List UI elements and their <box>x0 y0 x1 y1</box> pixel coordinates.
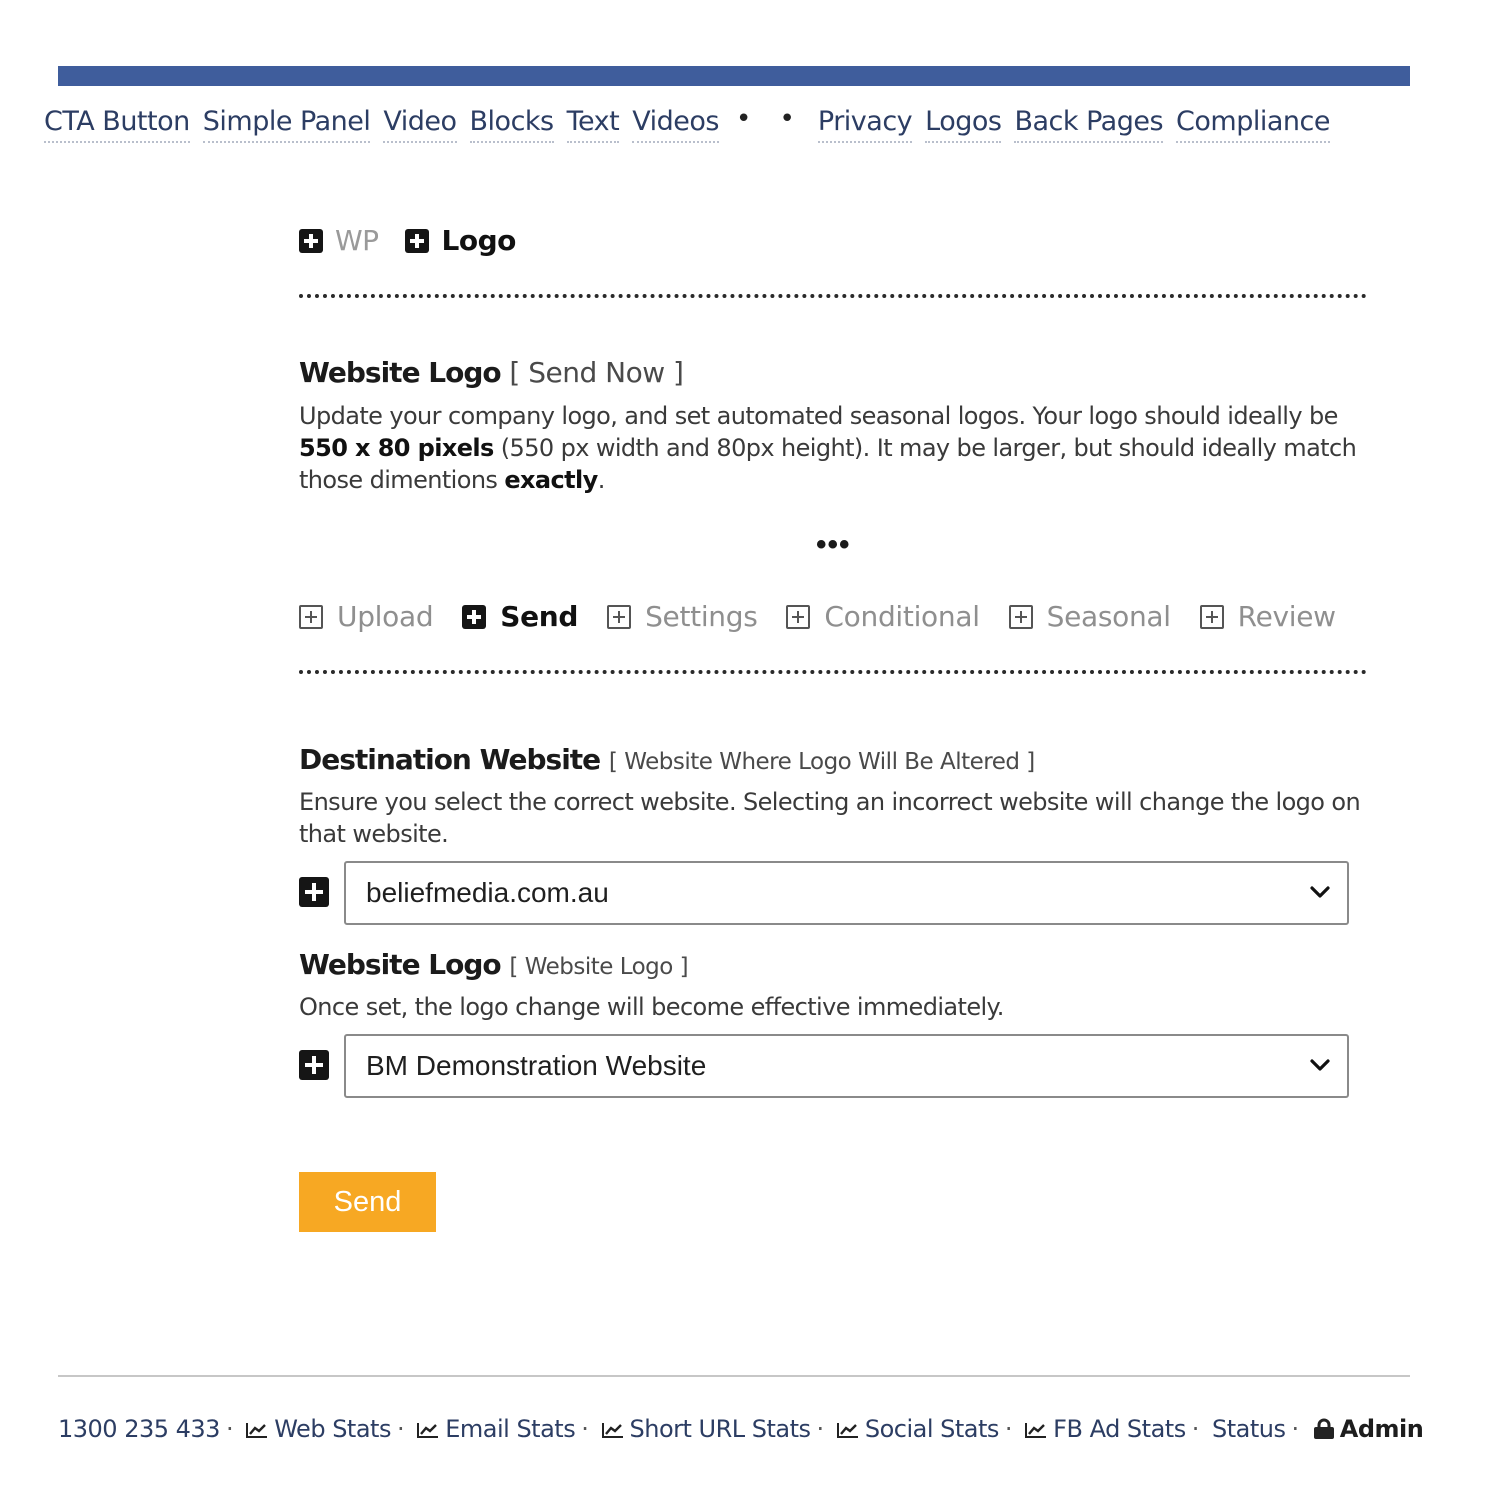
top-accent-bar <box>58 66 1410 86</box>
admin-icon <box>1312 1419 1336 1439</box>
nav-item-blocks[interactable]: Blocks <box>470 106 554 143</box>
footer-link-fb-ad-stats[interactable]: FB Ad Stats <box>1025 1415 1186 1443</box>
send-now-link[interactable]: [ Send Now ] <box>509 356 684 389</box>
nav-item-back-pages[interactable]: Back Pages <box>1014 106 1163 143</box>
nav-item-simple-panel[interactable]: Simple Panel <box>203 106 371 143</box>
step-tabs <box>299 598 1356 638</box>
line-chart-icon <box>246 1422 268 1438</box>
footer-link-email-stats[interactable]: Email Stats <box>417 1415 575 1443</box>
step-tab-upload[interactable]: Upload <box>299 599 433 634</box>
nav-separator-dots: • • <box>735 104 805 134</box>
plus-square-icon <box>462 605 486 629</box>
footer-link-short-url-stats[interactable]: Short URL Stats <box>602 1415 811 1443</box>
plus-square-outline-icon <box>299 605 323 629</box>
plus-square-outline-icon <box>607 605 631 629</box>
subtab-logo[interactable]: Logo <box>405 223 515 258</box>
footer-link-status[interactable]: Status <box>1211 1415 1286 1443</box>
step-tab-settings[interactable]: Settings <box>607 599 757 634</box>
line-chart-icon <box>417 1422 439 1438</box>
footer-links: 1300 235 433 · Web Stats · Email Stats · Short URL Stats · Social Stats · FB Ad Stats · Status · Admin <box>58 1415 1424 1443</box>
dotted-divider <box>299 294 1367 298</box>
step-tab-review[interactable]: Review <box>1200 599 1336 634</box>
plus-square-outline-icon <box>1009 605 1033 629</box>
plus-square-icon[interactable] <box>299 877 329 907</box>
section-title-website-logo: Website Logo [ Send Now ] <box>299 356 684 389</box>
step-tab-seasonal[interactable]: Seasonal <box>1009 599 1171 634</box>
website-logo-select[interactable]: BM Demonstration Website <box>344 1034 1349 1098</box>
nav-item-compliance[interactable]: Compliance <box>1176 106 1330 143</box>
plus-square-outline-icon <box>786 605 810 629</box>
plus-square-icon <box>405 229 429 253</box>
chevron-down-icon <box>1309 1054 1331 1076</box>
destination-website-select[interactable]: beliefmedia.com.au <box>344 861 1349 925</box>
footer-link-web-stats[interactable]: Web Stats <box>246 1415 391 1443</box>
step-tab-send[interactable]: Send <box>462 599 578 634</box>
destination-description: Ensure you select the correct website. Selecting an incorrect website will change the logo on that website. <box>299 788 1361 848</box>
nav-item-cta-button[interactable]: CTA Button <box>44 106 190 143</box>
subtab-wp[interactable]: WP <box>299 223 379 258</box>
line-chart-icon <box>1025 1422 1047 1438</box>
destination-select-row <box>299 861 1349 925</box>
line-chart-icon <box>837 1422 859 1438</box>
section-title-website-logo-select: Website Logo [ Website Logo ] <box>299 948 689 981</box>
send-button[interactable]: Send <box>299 1172 436 1232</box>
nav-item-logos[interactable]: Logos <box>925 106 1001 143</box>
footer-divider <box>58 1375 1410 1377</box>
plus-square-icon <box>299 229 323 253</box>
chevron-down-icon <box>1309 881 1331 903</box>
logo-select-description: Once set, the logo change will become effective immediately. <box>299 993 1004 1021</box>
more-ellipsis[interactable]: ••• <box>816 528 851 561</box>
section-title-destination-website: Destination Website [ Website Where Logo Will Be Altered ] <box>299 743 1035 776</box>
nav-item-text[interactable]: Text <box>567 106 620 143</box>
footer-link-social-stats[interactable]: Social Stats <box>837 1415 999 1443</box>
step-tab-conditional[interactable]: Conditional <box>786 599 979 634</box>
footer-link-admin[interactable]: Admin <box>1312 1415 1424 1443</box>
plus-square-outline-icon <box>1200 605 1224 629</box>
footer-phone[interactable]: 1300 235 433 <box>58 1415 220 1443</box>
nav-item-videos[interactable]: Videos <box>632 106 719 143</box>
plus-square-icon[interactable] <box>299 1050 329 1080</box>
sub-tabs <box>299 222 534 262</box>
nav-item-video[interactable]: Video <box>383 106 456 143</box>
line-chart-icon <box>602 1422 624 1438</box>
main-nav <box>44 104 1410 150</box>
nav-item-privacy[interactable]: Privacy <box>818 106 912 143</box>
logo-select-row <box>299 1034 1349 1098</box>
intro-description: Update your company logo, and set automated seasonal logos. Your logo should ideally be 550 x 80 pixels (550 px width and 80px height). It may be larger, but should ideally match those dimentions exactly. <box>299 402 1357 494</box>
dotted-divider <box>299 670 1367 674</box>
